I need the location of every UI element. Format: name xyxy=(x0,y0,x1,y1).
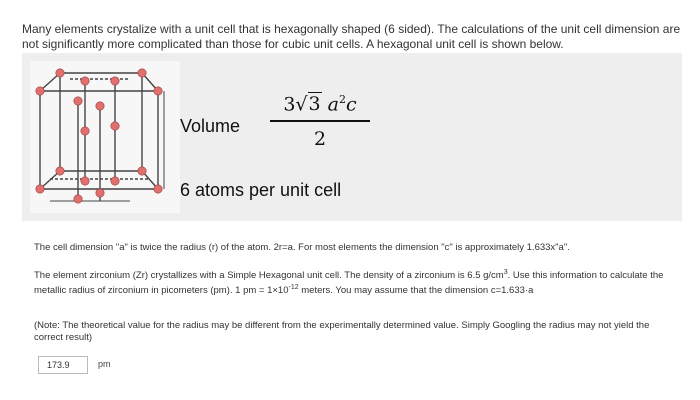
question-intro: Many elements crystalize with a unit cell that is hexagonally shaped (6 sided). The calculations of the unit cell dimension are not significantly more complicated than those for cubic unit cells. A hexagonal unit cell is shown below. xyxy=(22,22,681,51)
figure-panel xyxy=(22,53,682,221)
answer-unit: pm xyxy=(98,359,111,369)
atoms-per-cell-label: 6 atoms per unit cell xyxy=(180,180,342,200)
note-text: (Note: The theoretical value for the radius may be different from the experimentally determined value. Simply Googling the radius may not yield the correct result) xyxy=(34,320,650,343)
cell-dimension-text: The cell dimension "a" is twice the radius (r) of the atom. 2r=a. For most elements the dimension "c" is approximately 1.633x"a". xyxy=(34,242,570,253)
answer-input[interactable] xyxy=(38,356,88,374)
answer-row xyxy=(38,355,111,374)
fraction-bar xyxy=(270,120,370,122)
volume-formula xyxy=(270,93,370,150)
volume-label: Volume xyxy=(180,116,241,136)
zirconium-problem-text: The element zirconium (Zr) crystallizes with a Simple Hexagonal unit cell. The density of a zirconium is 6.5 $g/cm^3$. Use this information to calculate the metallic radius of zirconium in picometers (pm). 1 pm = $1\times 10^{-12}$ meters. You may assume that the dimension c=1.633·a xyxy=(34,269,664,297)
formula-denominator: 2 xyxy=(313,127,327,150)
hexagonal-unit-cell-image xyxy=(30,61,180,213)
formula-numerator: 3√3 $a^2c$ xyxy=(283,93,357,116)
